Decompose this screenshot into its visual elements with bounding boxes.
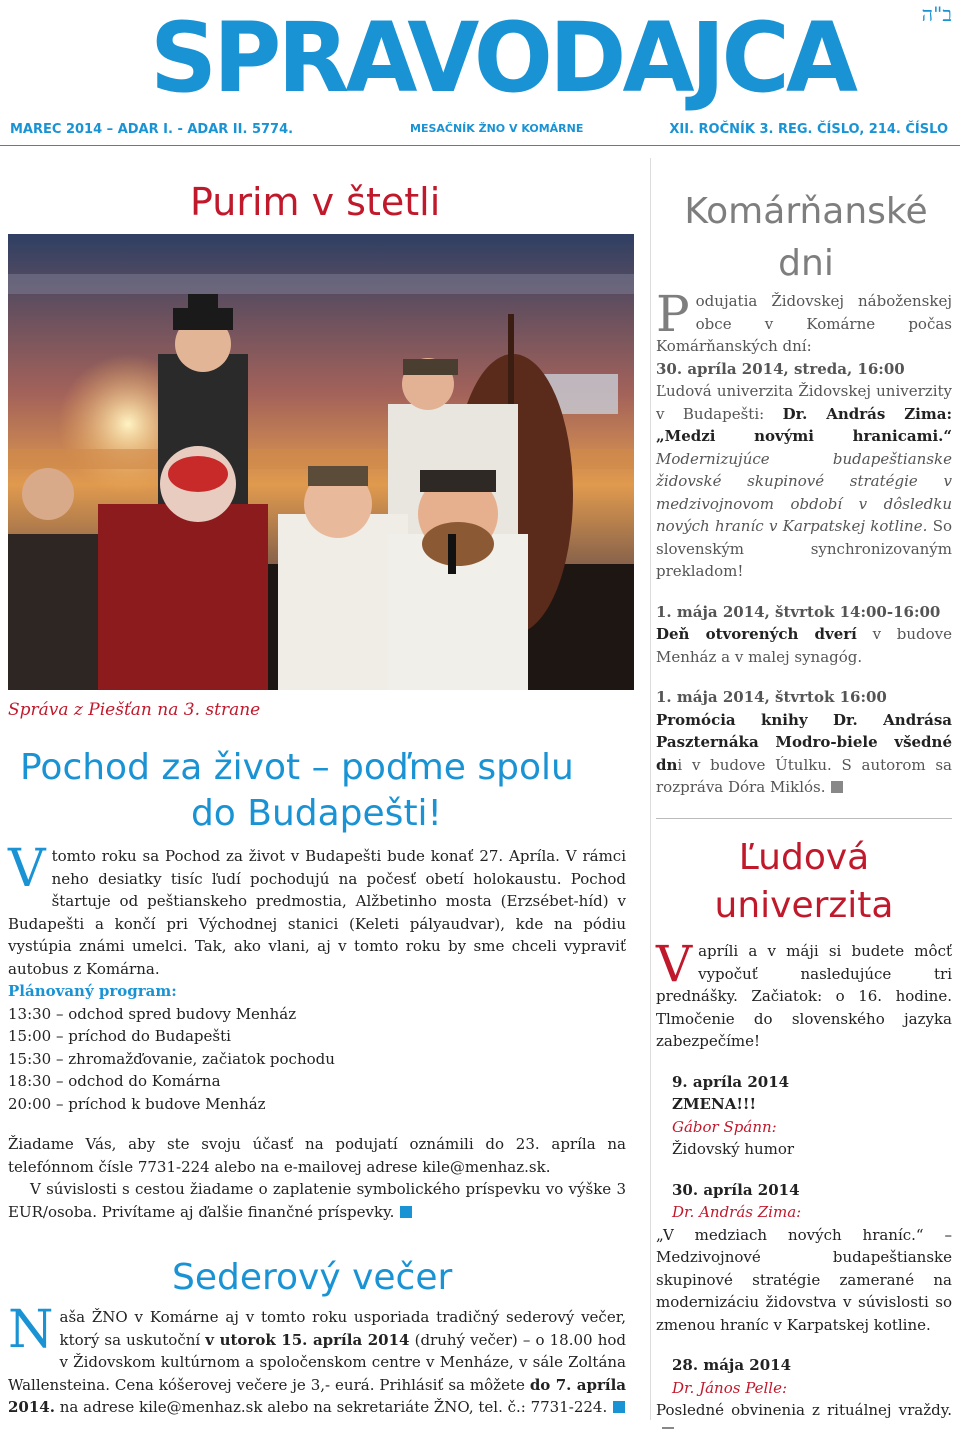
lecture-topic: „V medziach nových hraníc.“ – Medzivojnové budapeštianske skupinové stratégie zamerané na modernizáciu židovstva v súvislosti so zmenou hraníc v Karpatskej kotline. xyxy=(656,1225,952,1334)
komarno-headline-line1: Komárňanské xyxy=(684,191,928,232)
drop-cap: P xyxy=(656,285,690,343)
drop-cap: V xyxy=(8,839,46,899)
seder-article xyxy=(8,1300,626,1419)
drop-cap: N xyxy=(8,1300,54,1360)
event-note: So slovenským synchronizovaným prekladom! xyxy=(656,517,952,580)
section-divider xyxy=(656,818,952,819)
lecture-date: 30. apríla 2014 xyxy=(672,1180,800,1199)
masthead-title: SPRAVODAJCA xyxy=(150,2,855,114)
ludova-article xyxy=(656,935,952,1429)
komarno-headline-line2: dni xyxy=(778,243,834,284)
schedule-item: 15:00 – príchod do Budapešti xyxy=(8,1027,231,1045)
event-date: 1. mája 2014, štvrtok 16:00 xyxy=(656,688,887,706)
ludova-intro: apríli a v máji si budete môcť vypočuť nasledujúce tri prednášky. Začiatok: o 16. hodine. Tlmočenie do slovenského jazyka zabezpečíme! xyxy=(656,942,952,1050)
march-headline-line2: do Budapešti! xyxy=(190,793,442,834)
event-description: Modernizujúce budapeštianske židovské skupinové stratégie v medzivojnovom období v dôsledku nových hraníc v Karpatskej kotline. xyxy=(656,449,952,535)
lecture-speaker: Dr. János Pelle: xyxy=(672,1378,788,1397)
seder-text: (druhý večer) – o 18.00 hod v Židovskom kultúrnom a spoločenskom centre v Menháze, v sále Zoltána Wallensteina. Cena kóšerovej večere je 3,- eurá. Prihlásiť sa môžete xyxy=(8,1330,626,1394)
seder-headline: Sederový večer xyxy=(172,1257,453,1298)
event-title: Promócia knihy Dr. Andrása Paszternáka Modro-biele všedné dn xyxy=(656,710,952,774)
march-article xyxy=(8,839,626,1223)
komarno-headline xyxy=(656,186,956,290)
schedule-item: 15:30 – zhromažďovanie, začiatok pochodu xyxy=(8,1049,335,1068)
march-headline-line1: Pochod za život – poďme spolu xyxy=(20,747,574,788)
fee-note: V súvislosti s cestou žiadame o zaplatenie symbolického príspevku vo výške 3 EUR/osoba. Privítame aj ďalšie finančné príspevky. xyxy=(8,1180,626,1221)
ludova-headline-line1: Ľudová xyxy=(738,837,870,878)
event-date: 1. mája 2014, štvrtok 14:00-16:00 xyxy=(656,602,941,621)
komarno-intro: odujatia Židovskej náboženskej obce v Komárne počas Komárňanských dní: xyxy=(656,292,952,355)
march-headline xyxy=(20,745,620,837)
lecture-topic: Židovský humor xyxy=(672,1140,795,1158)
event-date: 30. apríla 2014, streda, 16:00 xyxy=(656,359,905,378)
lecture-date: 9. apríla 2014 xyxy=(672,1072,790,1091)
seder-text: aša ŽNO v Komárne aj v tomto roku usporiada tradičný sederový večer, ktorý sa uskutoční xyxy=(59,1308,626,1349)
event-text: Ľudová univerzita Židovskej univerzity v Budapešti: xyxy=(656,382,952,423)
ludova-headline xyxy=(656,834,952,930)
event-title: „Medzi novými hranicami.“ xyxy=(656,427,952,445)
komarno-article xyxy=(656,285,952,799)
end-mark xyxy=(613,1401,625,1413)
lecture-change-note: ZMENA!!! xyxy=(672,1095,757,1113)
registration-note: Žiadame Vás, aby ste svoju účasť na podujatí oznámili do 23. apríla na telefónnom čísle 7731-224 alebo na e-mailovej adrese kile@menhaz.sk. xyxy=(8,1135,626,1176)
ludova-headline-line2: univerzita xyxy=(714,885,894,926)
end-mark xyxy=(831,781,843,793)
bh-mark: ב"ה xyxy=(921,2,952,26)
lecture-topic: Posledné obvinenia z rituálnej vraždy. xyxy=(656,1401,952,1419)
lecture-date: 28. mája 2014 xyxy=(672,1356,792,1374)
event-title: Deň otvorených dverí xyxy=(656,625,857,643)
issue-date: MAREC 2014 – ADAR I. - ADAR II. 5774. xyxy=(10,122,294,137)
lecture-speaker: Dr. András Zima: xyxy=(672,1203,802,1221)
end-mark xyxy=(400,1206,412,1218)
issue-publisher: MESAČNÍK ŽNO V KOMÁRNE xyxy=(410,122,584,135)
report-reference: Správa z Piešťan na 3. strane xyxy=(8,700,261,720)
seder-deadline: do 7. apríla 2014. xyxy=(8,1375,626,1416)
header-rule xyxy=(0,145,960,146)
schedule-item: 18:30 – odchod do Komárna xyxy=(8,1072,221,1090)
event-text: v budove Menház a v malej synagóg. xyxy=(656,625,952,666)
event-speaker: Dr. András Zima: xyxy=(782,404,952,423)
purim-headline: Purim v štetli xyxy=(190,180,441,224)
lecture-speaker: Gábor Spánn: xyxy=(672,1117,777,1136)
issue-bar xyxy=(0,122,960,142)
purim-photo xyxy=(8,234,634,690)
issue-number: XII. ROČNÍK 3. REG. ČÍSLO, 214. ČÍSLO xyxy=(669,122,948,137)
schedule-item: 20:00 – príchod k budove Menház xyxy=(8,1094,266,1113)
march-intro: tomto roku sa Pochod za život v Budapešti bude konať 27. Apríla. V rámci neho desiatky tisíc ľudí pochodujú na počesť obetí holokaustu. Pochod štartuje od peštianskeho predmostia, Alžbetinho mosta (Erzsébet-híd) v Budapešti a končí pri Východnej stanici (Keleti pályaudvar), kde na pódiu vystúpia známi umelci. Tak, ako vlani, aj v tomto roku by sme chceli vypraviť autobus z Komárna. xyxy=(8,847,626,978)
drop-cap: V xyxy=(656,935,693,993)
schedule-item: 13:30 – odchod spred budovy Menház xyxy=(8,1004,297,1023)
event-text: i v budove Útulku. S autorom sa rozpráva Dóra Miklós. xyxy=(656,755,952,796)
column-divider xyxy=(650,158,651,1420)
seder-text: na adrese kile@menhaz.sk alebo na sekretariáte ŽNO, tel. č.: 7731-224. xyxy=(54,1398,608,1416)
seder-date: v utorok 15. apríla 2014 xyxy=(205,1330,410,1349)
program-label: Plánovaný program: xyxy=(8,982,177,1000)
